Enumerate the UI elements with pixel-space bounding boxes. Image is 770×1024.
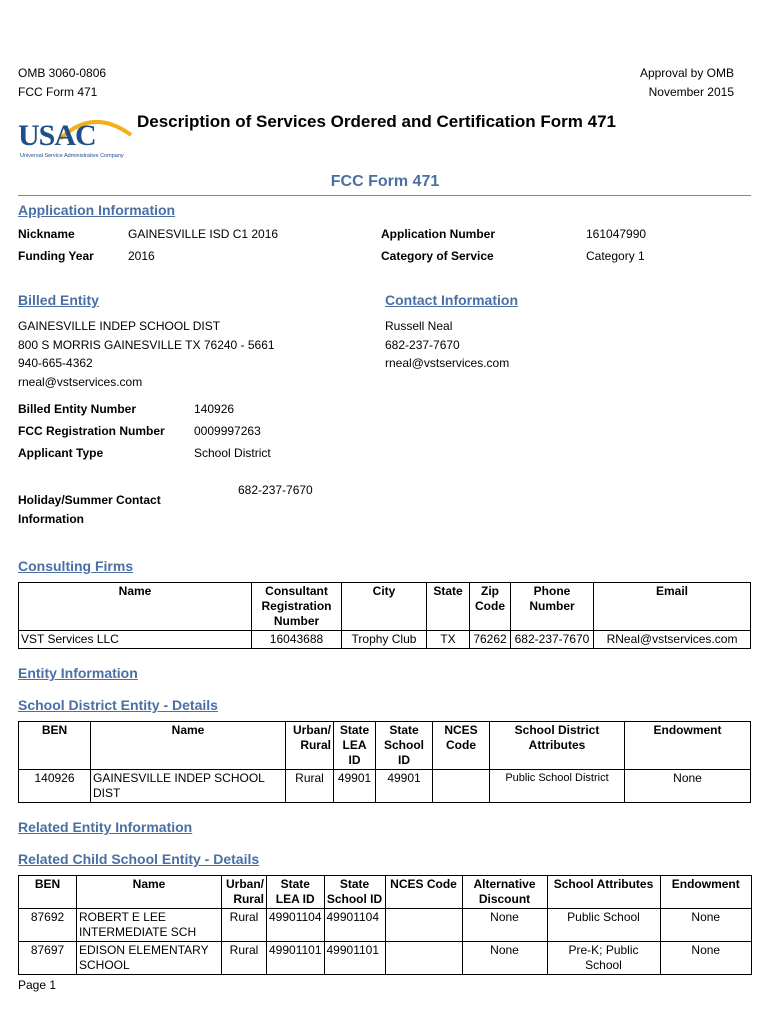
- cell-attributes: Public School District: [490, 770, 625, 803]
- cell-endowment: None: [660, 909, 752, 942]
- cell-alt-discount: None: [462, 942, 547, 975]
- child-table: [18, 875, 752, 975]
- billed-entity-email: rneal@vstservices.com: [18, 374, 143, 389]
- col-zip: Zip Code: [470, 583, 511, 631]
- cell-state-lea: 49901104: [267, 909, 325, 942]
- col-state-school: State School ID: [376, 722, 433, 770]
- header-right: [640, 64, 734, 102]
- ben-value: 140926: [194, 402, 235, 416]
- contact-phone: 682-237-7670: [385, 337, 460, 352]
- col-name: Name: [77, 876, 222, 909]
- col-ben: BEN: [19, 876, 77, 909]
- cell-phone: 682-237-7670: [511, 631, 594, 649]
- approval: Approval by OMB: [639, 66, 734, 80]
- logo-subtext: Universal Service Administrative Company: [20, 153, 124, 159]
- section-contact: Contact Information: [385, 292, 518, 308]
- col-consultant-reg: Consultant Registration Number: [252, 583, 342, 631]
- cell-nces: [385, 909, 462, 942]
- col-email: Email: [594, 583, 751, 631]
- cell-zip: 76262: [470, 631, 511, 649]
- cell-state-lea: 49901101: [267, 942, 325, 975]
- cell-name: VST Services LLC: [19, 631, 252, 649]
- approval-date: November 2015: [648, 85, 734, 99]
- omb-number: OMB 3060-0806: [18, 66, 107, 80]
- billed-entity-street: 800 S MORRIS GAINESVILLE TX 76240 - 5661: [18, 337, 275, 352]
- cell-name: GAINESVILLE INDEP SCHOOL DIST: [91, 770, 286, 803]
- holiday-label-line1: Holiday/Summer Contact: [18, 493, 161, 507]
- holiday-label: [18, 491, 161, 529]
- header-left: [18, 64, 106, 102]
- section-entity: Entity Information: [18, 665, 138, 681]
- col-ben: BEN: [19, 722, 91, 770]
- col-state-lea: State LEA ID: [267, 876, 325, 909]
- logo-text: USAC: [18, 119, 96, 152]
- cell-urban-rural: Rural: [286, 770, 334, 803]
- cell-state-school: 49901101: [324, 942, 385, 975]
- applicant-type-value: School District: [194, 446, 271, 460]
- col-nces: NCES Code: [385, 876, 462, 909]
- cell-city: Trophy Club: [342, 631, 427, 649]
- funding-year-value: 2016: [128, 249, 155, 263]
- page-number: Page 1: [18, 978, 57, 992]
- cell-state-lea: 49901: [334, 770, 376, 803]
- contact-email: rneal@vstservices.com: [385, 356, 510, 370]
- cell-urban-rural: Rural: [222, 909, 267, 942]
- funding-year-label: Funding Year: [18, 249, 94, 263]
- consulting-table: [18, 582, 751, 649]
- col-name: Name: [19, 583, 252, 631]
- app-number-value: 161047990: [586, 227, 647, 241]
- cell-state-school: 49901: [376, 770, 433, 803]
- cell-urban-rural: Rural: [222, 942, 267, 975]
- cell-consultant-reg: 16043688: [252, 631, 342, 649]
- cell-alt-discount: None: [462, 909, 547, 942]
- col-state-school: State School ID: [324, 876, 385, 909]
- table-row: [19, 942, 752, 975]
- contact-name: Russell Neal: [385, 319, 453, 333]
- fcc-reg-value: 0009997263: [194, 424, 261, 438]
- col-endowment: Endowment: [660, 876, 752, 909]
- cell-endowment: None: [625, 770, 751, 803]
- table-header-row: [19, 722, 751, 770]
- nickname-value: GAINESVILLE ISD C1 2016: [128, 227, 279, 241]
- billed-entity-name: GAINESVILLE INDEP SCHOOL DIST: [18, 319, 221, 333]
- table-row: [19, 770, 751, 803]
- category-value: Category 1: [586, 249, 645, 263]
- cell-state-school: 49901104: [324, 909, 385, 942]
- col-name: Name: [91, 722, 286, 770]
- col-state-lea: State LEA ID: [334, 722, 376, 770]
- section-district-details: School District Entity - Details: [18, 697, 218, 713]
- cell-name: EDISON ELEMENTARY SCHOOL: [77, 942, 222, 975]
- col-alt-discount: Alternative Discount: [462, 876, 547, 909]
- section-child-details: Related Child School Entity - Details: [18, 851, 260, 867]
- cell-nces: [433, 770, 490, 803]
- holiday-phone: 682-237-7670: [238, 483, 313, 497]
- col-state: State: [427, 583, 470, 631]
- billed-entity-address: [18, 317, 275, 391]
- cell-attributes: Pre-K; Public School: [547, 942, 660, 975]
- col-urban-rural: Urban/ Rural: [286, 722, 334, 770]
- col-attributes: School Attributes: [547, 876, 660, 909]
- col-phone: Phone Number: [511, 583, 594, 631]
- col-city: City: [342, 583, 427, 631]
- col-endowment: Endowment: [625, 722, 751, 770]
- page-title: Description of Services Ordered and Certification Form 471: [137, 112, 616, 131]
- form-label: FCC Form 471: [18, 85, 98, 99]
- page-subtitle: FCC Form 471: [330, 173, 440, 190]
- section-related: Related Entity Information: [18, 819, 193, 835]
- table-row: [19, 631, 751, 649]
- ben-label: Billed Entity Number: [18, 402, 137, 416]
- table-row: [19, 909, 752, 942]
- section-billed-entity: Billed Entity: [18, 292, 99, 308]
- cell-state: TX: [427, 631, 470, 649]
- cell-ben: 140926: [19, 770, 91, 803]
- col-nces: NCES Code: [433, 722, 490, 770]
- table-header-row: [19, 583, 751, 631]
- section-application: Application Information: [18, 202, 176, 218]
- table-header-row: [19, 876, 752, 909]
- billed-entity-phone: 940-665-4362: [18, 356, 93, 370]
- contact-block: [385, 317, 509, 373]
- col-attributes: School District Attributes: [490, 722, 625, 770]
- fcc-reg-label: FCC Registration Number: [18, 424, 165, 438]
- district-table: [18, 721, 751, 803]
- applicant-type-label: Applicant Type: [18, 446, 104, 460]
- nickname-label: Nickname: [18, 227, 75, 241]
- divider: [18, 195, 751, 196]
- cell-endowment: None: [660, 942, 752, 975]
- col-urban-rural: Urban/ Rural: [222, 876, 267, 909]
- cell-ben: 87692: [19, 909, 77, 942]
- section-consulting: Consulting Firms: [18, 558, 134, 574]
- cell-nces: [385, 942, 462, 975]
- cell-ben: 87697: [19, 942, 77, 975]
- holiday-label-line2: Information: [18, 512, 84, 526]
- cell-email: RNeal@vstservices.com: [594, 631, 751, 649]
- usac-logo: [18, 113, 133, 163]
- app-number-label: Application Number: [381, 227, 496, 241]
- category-label: Category of Service: [381, 249, 494, 263]
- cell-name: ROBERT E LEE INTERMEDIATE SCH: [77, 909, 222, 942]
- cell-attributes: Public School: [547, 909, 660, 942]
